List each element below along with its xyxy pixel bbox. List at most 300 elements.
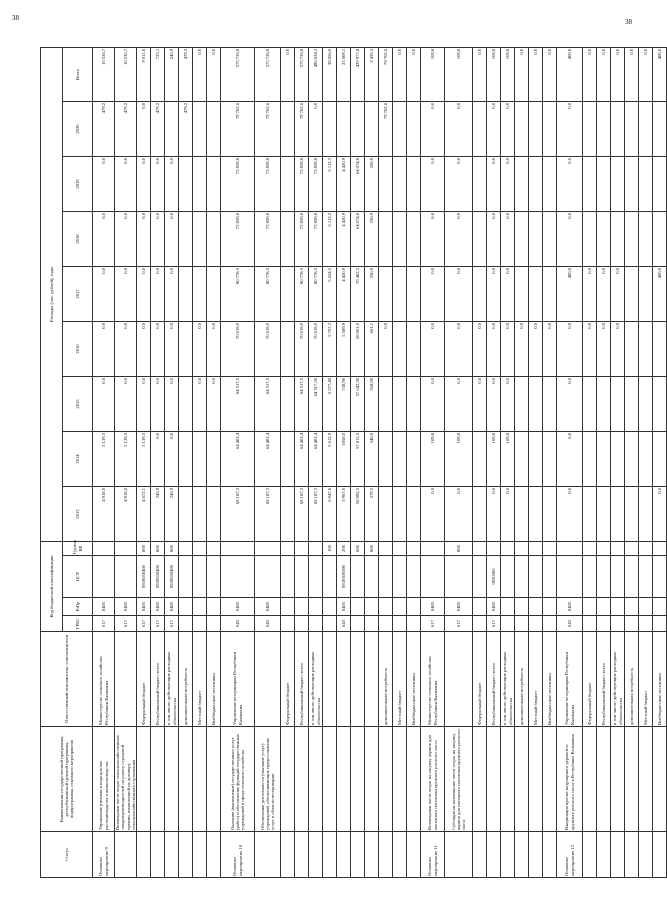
year-value bbox=[639, 157, 653, 212]
year-value bbox=[583, 432, 597, 487]
row-csr bbox=[543, 556, 557, 598]
year-value bbox=[473, 102, 487, 157]
row-executor: Местный бюджет bbox=[393, 632, 407, 727]
row-grbs bbox=[611, 616, 625, 632]
year-value bbox=[529, 377, 543, 432]
row-csr bbox=[583, 556, 597, 598]
year-value bbox=[281, 267, 295, 322]
row-vr bbox=[193, 542, 207, 556]
year-value: 0,0 bbox=[445, 267, 473, 322]
year-value bbox=[179, 267, 193, 322]
table-row bbox=[407, 47, 421, 877]
table-row bbox=[515, 47, 529, 877]
year-value: 400,0 bbox=[557, 267, 583, 322]
year-value: 0,0 bbox=[597, 267, 611, 322]
table-row bbox=[653, 47, 667, 877]
year-value: 5 139,5 bbox=[137, 432, 151, 487]
year-value: 0,0 bbox=[115, 322, 137, 377]
row-vr bbox=[473, 542, 487, 556]
row-executor: дополнительная потребность bbox=[515, 632, 529, 727]
row-executor: в том числе: действующие расходные обязательства bbox=[165, 632, 179, 727]
year-value bbox=[179, 157, 193, 212]
year-value: 3 967,0 bbox=[337, 487, 351, 542]
row-status: Основное мероприятие 10 bbox=[221, 832, 255, 878]
row-status: Основное мероприятие 12 bbox=[557, 832, 583, 878]
year-value: 0,0 bbox=[557, 377, 583, 432]
col-expenses: Расходы (тыс. рублей), годы bbox=[41, 47, 63, 541]
year-value: 0,0 bbox=[165, 157, 179, 212]
row-rzpr bbox=[193, 598, 207, 616]
year-value: 0,0 bbox=[137, 267, 151, 322]
year-value bbox=[625, 377, 639, 432]
row-rzpr bbox=[351, 598, 365, 616]
row-total: 0,0 bbox=[639, 47, 653, 101]
year-value: 5 767,2 bbox=[323, 322, 337, 377]
row-name: Обеспечение деятельности (оказание услуг) учреждений, обеспечивающих предоставление услуг в области ветеринарии bbox=[255, 727, 281, 832]
row-rzpr: 0405 bbox=[115, 598, 137, 616]
row-executor: в том числе: действующие расходные обязательства bbox=[611, 632, 625, 727]
row-rzpr bbox=[379, 598, 393, 616]
year-value: 0,0 bbox=[487, 377, 501, 432]
year-value: 0,0 bbox=[611, 322, 625, 377]
year-value: 64 317,5 bbox=[295, 377, 309, 432]
row-status bbox=[583, 832, 597, 878]
row-name bbox=[137, 727, 151, 832]
year-value: 80 778,5 bbox=[221, 267, 255, 322]
row-executor: Внебюджетные источники bbox=[543, 632, 557, 727]
year-value bbox=[179, 432, 193, 487]
year-value: 109,8 bbox=[487, 432, 501, 487]
year-value bbox=[207, 432, 221, 487]
col-year: 2020 bbox=[63, 102, 93, 157]
year-value: 0,0 bbox=[557, 157, 583, 212]
row-vr bbox=[639, 542, 653, 556]
row-vr: 100 bbox=[323, 542, 337, 556]
year-value bbox=[583, 212, 597, 267]
row-total: 0,0 bbox=[611, 47, 625, 101]
row-total: 10 536,7 bbox=[93, 47, 115, 101]
year-value: 58 092,5 bbox=[351, 487, 365, 542]
row-total: 575 726,8 bbox=[295, 47, 309, 101]
year-value: 5 113,2 bbox=[323, 212, 337, 267]
row-csr: 0920306 bbox=[487, 556, 501, 598]
row-total: 496 024,2 bbox=[309, 47, 323, 101]
year-value bbox=[653, 377, 667, 432]
year-value: 73 859,8 bbox=[309, 157, 323, 212]
row-vr bbox=[529, 542, 543, 556]
year-value: 0,0 bbox=[487, 267, 501, 322]
year-value: 73 859,8 bbox=[295, 212, 309, 267]
row-rzpr bbox=[207, 598, 221, 616]
year-value: 0,0 bbox=[501, 157, 515, 212]
year-value bbox=[543, 157, 557, 212]
year-value bbox=[179, 212, 193, 267]
row-status bbox=[309, 832, 323, 878]
year-value: 0,0 bbox=[487, 212, 501, 267]
year-value bbox=[515, 102, 529, 157]
col-year: 2017 bbox=[63, 267, 93, 322]
row-grbs: 617 bbox=[445, 616, 473, 632]
year-value: 68 187,2 bbox=[295, 487, 309, 542]
row-grbs bbox=[365, 616, 379, 632]
row-name bbox=[295, 727, 309, 832]
year-value: 70 019,0 bbox=[295, 322, 309, 377]
row-status bbox=[393, 832, 407, 878]
year-value: 0,0 bbox=[115, 157, 137, 212]
year-value: 64 317,5 bbox=[221, 377, 255, 432]
row-name bbox=[487, 727, 501, 832]
table-row bbox=[421, 47, 445, 877]
row-csr bbox=[421, 556, 445, 598]
year-value: 0,0 bbox=[583, 322, 597, 377]
year-value bbox=[179, 487, 193, 542]
row-rzpr bbox=[583, 598, 597, 616]
row-total: 25 609,1 bbox=[337, 47, 351, 101]
row-status bbox=[487, 832, 501, 878]
row-csr bbox=[473, 556, 487, 598]
row-csr: 0920300590 bbox=[337, 556, 351, 598]
table-row bbox=[365, 47, 379, 877]
year-value bbox=[473, 487, 487, 542]
row-executor: дополнительная потребность bbox=[179, 632, 193, 727]
year-value bbox=[515, 267, 529, 322]
col-name: Наименование государственной программы, республиканской целевой программы, подпрограммы, основного мероприятия bbox=[41, 727, 93, 832]
row-grbs bbox=[543, 616, 557, 632]
year-value bbox=[583, 102, 597, 157]
table-row bbox=[597, 47, 611, 877]
page-number: 38 bbox=[12, 14, 19, 22]
row-csr bbox=[179, 556, 193, 598]
year-value: 0,0 bbox=[165, 267, 179, 322]
year-value bbox=[625, 487, 639, 542]
col-year: 2013 bbox=[63, 487, 93, 542]
row-name bbox=[529, 727, 543, 832]
table-row bbox=[137, 47, 151, 877]
row-vr bbox=[611, 542, 625, 556]
year-value: 5 139,5 bbox=[93, 432, 115, 487]
year-value: 0,0 bbox=[597, 322, 611, 377]
table-row bbox=[281, 47, 295, 877]
year-value bbox=[393, 212, 407, 267]
row-vr bbox=[557, 542, 583, 556]
row-executor: Внебюджетные источники bbox=[653, 632, 667, 727]
row-vr bbox=[543, 542, 557, 556]
row-name: Возмещение части затрат сельскохозяйственных товаропроизводителей на уплату страховой премии, начисленной по договору сельскохозяйственного страхования bbox=[115, 727, 137, 832]
year-value: 738,90 bbox=[337, 377, 351, 432]
row-rzpr: 0405 bbox=[165, 598, 179, 616]
year-value: 5 624,5 bbox=[323, 267, 337, 322]
row-grbs bbox=[639, 616, 653, 632]
year-value bbox=[207, 102, 221, 157]
year-value: 73 859,8 bbox=[255, 212, 281, 267]
year-value bbox=[207, 267, 221, 322]
row-rzpr bbox=[473, 598, 487, 616]
row-grbs bbox=[393, 616, 407, 632]
year-value: 0,0 bbox=[515, 322, 529, 377]
row-rzpr: 0405 bbox=[255, 598, 281, 616]
year-value: 0,0 bbox=[137, 212, 151, 267]
year-value: 64 317,5 bbox=[255, 377, 281, 432]
row-executor: в том числе: действующие расходные обязательства bbox=[501, 632, 515, 727]
year-value bbox=[407, 157, 421, 212]
row-grbs: 643 bbox=[221, 616, 255, 632]
row-rzpr bbox=[597, 598, 611, 616]
row-name bbox=[365, 727, 379, 832]
year-value bbox=[473, 157, 487, 212]
row-name bbox=[281, 727, 295, 832]
table-row bbox=[115, 47, 137, 877]
row-grbs: 643 bbox=[255, 616, 281, 632]
row-name bbox=[179, 727, 193, 832]
year-value: 109,8 bbox=[445, 432, 473, 487]
table-row bbox=[379, 47, 393, 877]
year-value: 0,0 bbox=[501, 102, 515, 157]
row-rzpr bbox=[639, 598, 653, 616]
year-value bbox=[207, 157, 221, 212]
col-year: 2016 bbox=[63, 322, 93, 377]
year-value bbox=[207, 212, 221, 267]
year-value: 5 612,9 bbox=[323, 432, 337, 487]
row-executor: Федеральный бюджет bbox=[473, 632, 487, 727]
row-csr bbox=[515, 556, 529, 598]
year-value: 0,0 bbox=[207, 377, 221, 432]
table-row bbox=[309, 47, 323, 877]
year-value: 5 139,5 bbox=[115, 432, 137, 487]
row-grbs bbox=[515, 616, 529, 632]
year-value: 73 859,8 bbox=[309, 212, 323, 267]
row-executor: Внебюджетные источники bbox=[407, 632, 421, 727]
row-rzpr: 0405 bbox=[151, 598, 165, 616]
row-executor: Местный бюджет bbox=[639, 632, 653, 727]
year-value: 64 402,4 bbox=[221, 432, 255, 487]
row-name bbox=[473, 727, 487, 832]
row-executor bbox=[337, 632, 351, 727]
year-value: 64 402,4 bbox=[309, 432, 323, 487]
row-total: 79 702,6 bbox=[379, 47, 393, 101]
year-value: 479,2 bbox=[115, 102, 137, 157]
year-value bbox=[393, 102, 407, 157]
year-value: 379,5 bbox=[365, 487, 379, 542]
year-value bbox=[597, 377, 611, 432]
year-value: 0,0 bbox=[151, 157, 165, 212]
row-executor: Местный бюджет bbox=[529, 632, 543, 727]
row-vr bbox=[583, 542, 597, 556]
row-total: 0,0 bbox=[543, 47, 557, 101]
year-value: 479,2 bbox=[93, 102, 115, 157]
year-value: 0,0 bbox=[379, 322, 393, 377]
row-executor: Республиканский бюджет всего bbox=[597, 632, 611, 727]
year-value bbox=[351, 102, 365, 157]
year-value bbox=[625, 267, 639, 322]
row-executor: Республиканский бюджет всего bbox=[295, 632, 309, 727]
row-status bbox=[379, 832, 393, 878]
col-year: 2018 bbox=[63, 212, 93, 267]
year-value: 245,9 bbox=[151, 487, 165, 542]
row-status bbox=[407, 832, 421, 878]
row-name bbox=[583, 727, 597, 832]
year-value bbox=[407, 487, 421, 542]
year-value: 73 859,8 bbox=[295, 157, 309, 212]
row-grbs bbox=[281, 616, 295, 632]
row-executor: Местный бюджет bbox=[193, 632, 207, 727]
year-value: 0,0 bbox=[115, 377, 137, 432]
row-vr bbox=[421, 542, 445, 556]
row-grbs bbox=[179, 616, 193, 632]
year-value: 80 778,5 bbox=[295, 267, 309, 322]
year-value: 0,0 bbox=[543, 322, 557, 377]
year-value bbox=[653, 212, 667, 267]
row-total: 109,8 bbox=[501, 47, 515, 101]
year-value: 0,0 bbox=[151, 377, 165, 432]
row-name bbox=[653, 727, 667, 832]
year-value: 0,0 bbox=[193, 322, 207, 377]
row-vr bbox=[93, 542, 115, 556]
row-total: 429 977,8 bbox=[351, 47, 365, 101]
row-executor: дополнительная потребность bbox=[625, 632, 639, 727]
year-value: 400,0 bbox=[653, 267, 667, 322]
year-value: 0,0 bbox=[445, 322, 473, 377]
table-row bbox=[557, 47, 583, 877]
row-status bbox=[165, 832, 179, 878]
year-value: 0,0 bbox=[93, 212, 115, 267]
row-grbs bbox=[583, 616, 597, 632]
row-status bbox=[653, 832, 667, 878]
col-status: Статус bbox=[41, 832, 93, 878]
year-value bbox=[597, 212, 611, 267]
row-name bbox=[625, 727, 639, 832]
year-value: 64 074,8 bbox=[351, 157, 365, 212]
year-value bbox=[281, 157, 295, 212]
row-total: 0,0 bbox=[597, 47, 611, 101]
year-value: 70 019,0 bbox=[255, 322, 281, 377]
year-value: 0,0 bbox=[137, 377, 151, 432]
year-value bbox=[179, 377, 193, 432]
year-value bbox=[597, 102, 611, 157]
row-csr bbox=[365, 556, 379, 598]
year-value: 250,9 bbox=[365, 267, 379, 322]
row-total: 0,0 bbox=[625, 47, 639, 101]
year-value: 0,0 bbox=[93, 157, 115, 212]
row-status bbox=[473, 832, 487, 878]
year-value: 0,0 bbox=[137, 157, 151, 212]
row-name bbox=[515, 727, 529, 832]
year-value: 0,0 bbox=[165, 322, 179, 377]
row-total: 0,0 bbox=[515, 47, 529, 101]
row-total: 400,0 bbox=[653, 47, 667, 101]
row-grbs: 617 bbox=[487, 616, 501, 632]
table-row bbox=[501, 47, 515, 877]
row-rzpr bbox=[653, 598, 667, 616]
year-value: 4 918,0 bbox=[93, 487, 115, 542]
row-grbs bbox=[473, 616, 487, 632]
row-csr bbox=[653, 556, 667, 598]
row-status bbox=[445, 832, 473, 878]
row-total: 725,1 bbox=[151, 47, 165, 101]
row-grbs: 617 bbox=[93, 616, 115, 632]
row-vr bbox=[295, 542, 309, 556]
year-value bbox=[639, 432, 653, 487]
year-value bbox=[193, 102, 207, 157]
row-csr bbox=[625, 556, 639, 598]
year-value bbox=[611, 212, 625, 267]
year-value bbox=[165, 102, 179, 157]
row-name bbox=[151, 727, 165, 832]
table-row bbox=[529, 47, 543, 877]
year-value bbox=[407, 432, 421, 487]
row-rzpr: 0405 bbox=[221, 598, 255, 616]
year-value bbox=[611, 487, 625, 542]
row-total: 38 856,0 bbox=[323, 47, 337, 101]
row-csr bbox=[445, 556, 473, 598]
year-value bbox=[639, 322, 653, 377]
row-csr bbox=[281, 556, 295, 598]
row-grbs bbox=[379, 616, 393, 632]
year-value: 64 402,4 bbox=[255, 432, 281, 487]
year-value bbox=[611, 377, 625, 432]
year-value: 0,0 bbox=[165, 432, 179, 487]
col-executor: Ответственный исполнитель, соисполнители bbox=[41, 632, 93, 727]
year-value bbox=[529, 487, 543, 542]
year-value: 64 074,8 bbox=[351, 212, 365, 267]
year-value bbox=[281, 212, 295, 267]
row-csr bbox=[407, 556, 421, 598]
row-status bbox=[193, 832, 207, 878]
table-row bbox=[583, 47, 597, 877]
year-value: 250,9 bbox=[365, 212, 379, 267]
year-value: 479,2 bbox=[179, 102, 193, 157]
year-value bbox=[529, 267, 543, 322]
row-status bbox=[611, 832, 625, 878]
year-value: 0,0 bbox=[421, 212, 445, 267]
row-executor: в том числе: действующие расходные обязательства bbox=[309, 632, 323, 727]
row-total: 0,0 bbox=[193, 47, 207, 101]
row-name bbox=[597, 727, 611, 832]
year-value bbox=[379, 432, 393, 487]
row-executor: дополнительная потребность bbox=[379, 632, 393, 727]
year-value: 70 019,0 bbox=[309, 322, 323, 377]
year-value: 0,0 bbox=[445, 212, 473, 267]
row-name bbox=[193, 727, 207, 832]
row-grbs: 617 bbox=[421, 616, 445, 632]
year-value: 0,0 bbox=[529, 322, 543, 377]
year-value bbox=[281, 432, 295, 487]
year-value: 0,0 bbox=[151, 267, 165, 322]
col-rzpr: РзПр bbox=[63, 598, 93, 616]
row-rzpr: 0405 bbox=[421, 598, 445, 616]
row-executor bbox=[445, 632, 473, 727]
year-value bbox=[281, 102, 295, 157]
year-value: 0,0 bbox=[93, 322, 115, 377]
year-value: 0,0 bbox=[501, 212, 515, 267]
row-name: Возмещение части затрат на закупку кормов для маточного поголовья крупного рогатого скота bbox=[421, 727, 445, 832]
row-status bbox=[323, 832, 337, 878]
year-value bbox=[393, 267, 407, 322]
row-total: 0,0 bbox=[207, 47, 221, 101]
row-csr bbox=[93, 556, 115, 598]
year-value: 109,8 bbox=[501, 432, 515, 487]
row-name bbox=[323, 727, 337, 832]
year-value bbox=[407, 377, 421, 432]
year-value: 0,0 bbox=[93, 377, 115, 432]
year-value: 68 187,2 bbox=[309, 487, 323, 542]
year-value bbox=[543, 267, 557, 322]
year-value: 0,0 bbox=[93, 267, 115, 322]
row-status bbox=[351, 832, 365, 878]
year-value bbox=[281, 322, 295, 377]
year-value: 0,0 bbox=[557, 322, 583, 377]
year-value bbox=[597, 487, 611, 542]
year-value bbox=[515, 212, 529, 267]
